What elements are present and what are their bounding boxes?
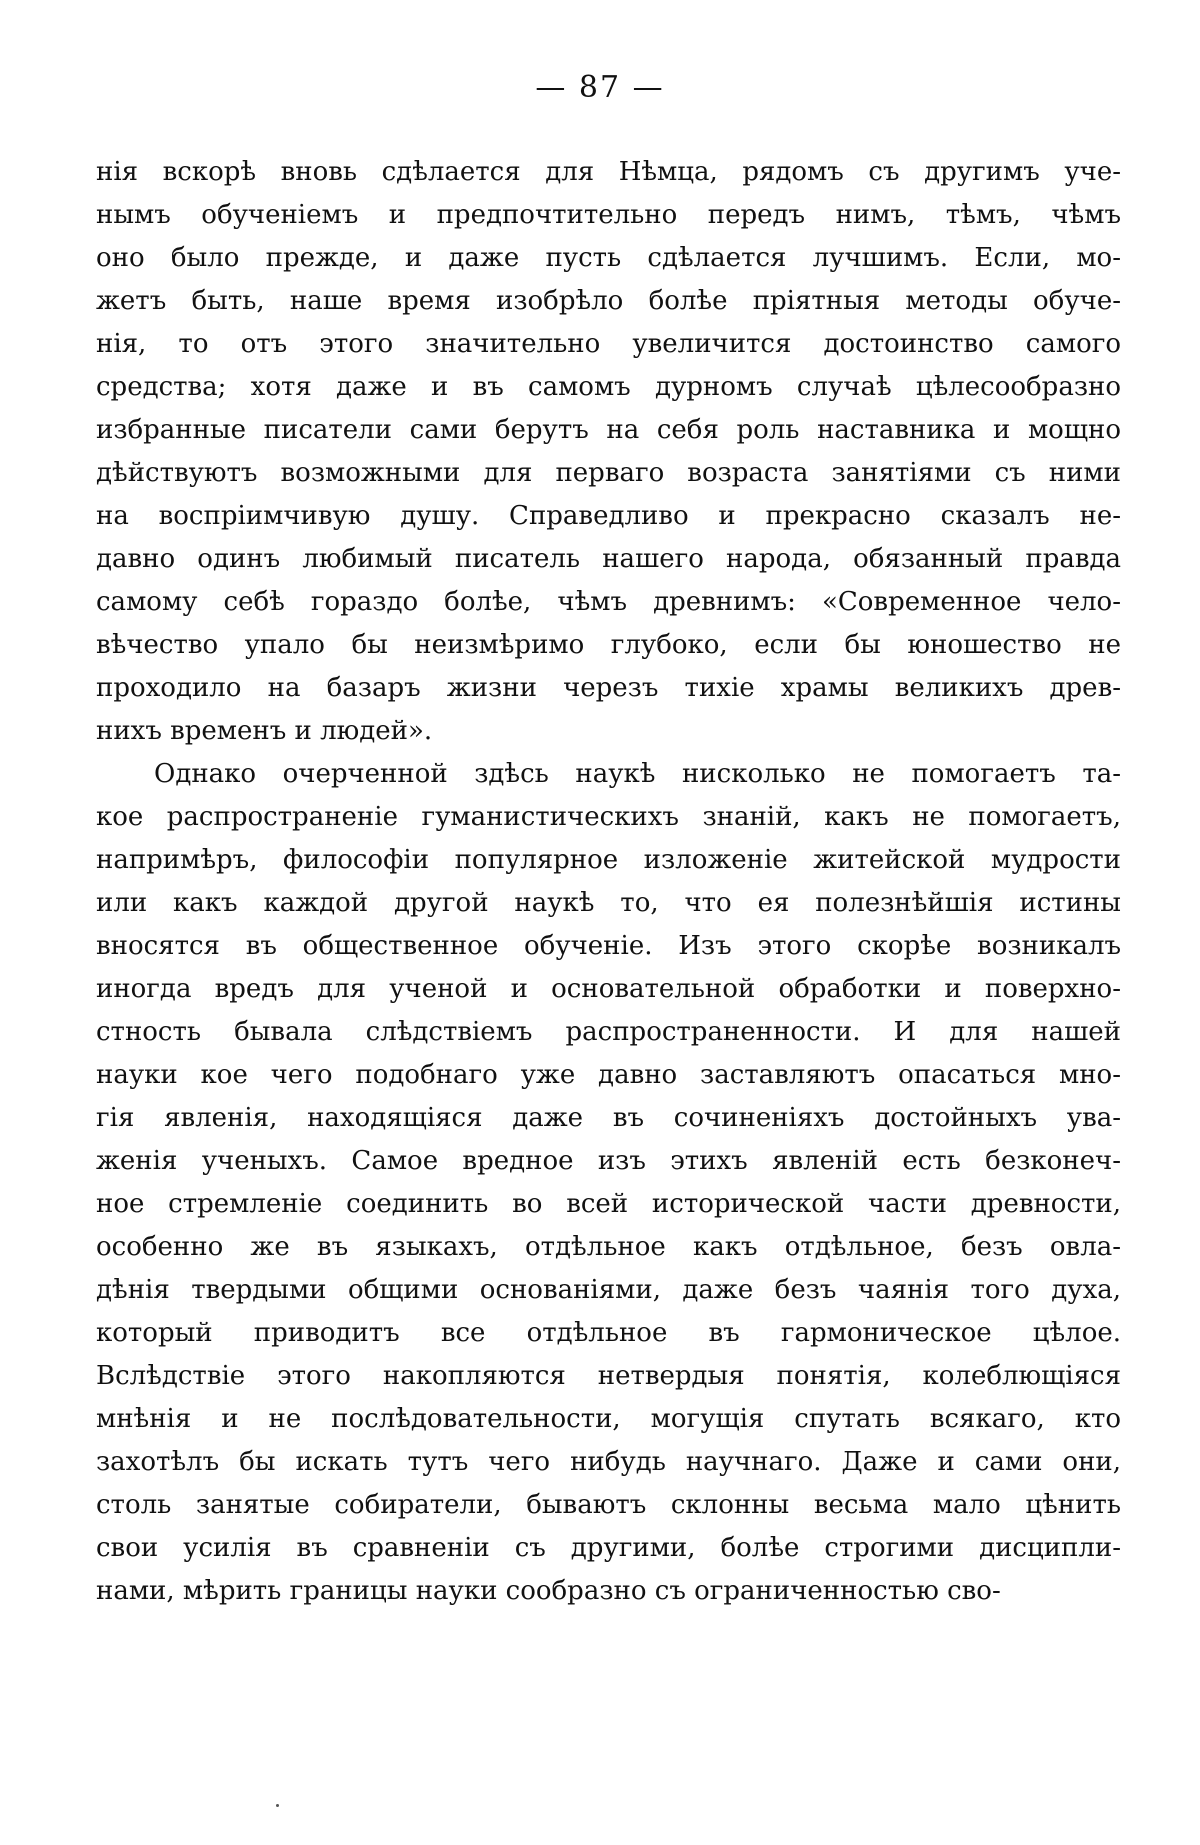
text-line: избранные писатели сами берутъ на себя роль наставника и мощно	[96, 415, 1121, 445]
text-line: нихъ временъ и людей».	[96, 716, 433, 746]
text-line: науки кое чего подобнаго уже давно заставляютъ опасаться мно-	[96, 1060, 1121, 1090]
text-line: или какъ каждой другой наукѣ то, что ея полезнѣйшія истины	[96, 888, 1121, 918]
page-number: — 87 —	[535, 70, 665, 105]
text-line: Однако очерченной здѣсь наукѣ нисколько не помогаетъ та-	[154, 759, 1121, 789]
text-line: проходило на базаръ жизни черезъ тихіе храмы великихъ древ-	[96, 673, 1121, 703]
text-line: нія, то отъ этого значительно увеличится достоинство самого	[96, 329, 1121, 359]
text-line: захотѣлъ бы искать тутъ чего нибудь научнаго. Даже и сами они,	[96, 1447, 1121, 1477]
text-line: давно одинъ любимый писатель нашего народа, обязанный правда	[96, 544, 1121, 574]
text-line: особенно же въ языкахъ, отдѣльное какъ отдѣльное, безъ овла-	[96, 1232, 1121, 1262]
text-line: Вслѣдствіе этого накопляются нетвердыя понятія, колеблющіяся	[96, 1361, 1121, 1391]
text-line: самому себѣ гораздо болѣе, чѣмъ древнимъ: «Современное чело-	[96, 587, 1121, 617]
text-line: свои усилія въ сравненіи съ другими, болѣе строгими дисципли-	[96, 1533, 1121, 1563]
text-line: жетъ быть, наше время изобрѣло болѣе пріятныя методы обуче-	[96, 286, 1121, 316]
text-line: гія явленія, находящіяся даже въ сочиненіяхъ достойныхъ ува-	[96, 1103, 1121, 1133]
body-text	[96, 151, 1121, 1613]
text-line: оно было прежде, и даже пусть сдѣлается лучшимъ. Если, мо-	[96, 243, 1121, 273]
text-line: стность бывала слѣдствіемъ распространенности. И для нашей	[96, 1017, 1121, 1047]
text-line: вносятся въ общественное обученіе. Изъ этого скорѣе возникалъ	[96, 931, 1121, 961]
text-line: иногда вредъ для ученой и основательной обработки и поверхно-	[96, 974, 1121, 1004]
text-line: вѣчество упало бы неизмѣримо глубоко, если бы юношество не	[96, 630, 1121, 660]
text-line: нія вскорѣ вновь сдѣлается для Нѣмца, рядомъ съ другимъ уче-	[96, 157, 1121, 187]
text-line: дѣнія твердыми общими основаніями, даже безъ чаянія того духа,	[96, 1275, 1121, 1305]
text-line: нымъ обученіемъ и предпочтительно передъ нимъ, тѣмъ, чѣмъ	[96, 200, 1121, 230]
text-line: кое распространеніе гуманистическихъ знаній, какъ не помогаетъ,	[96, 802, 1121, 832]
paragraph	[96, 753, 1121, 1613]
text-line: который приводитъ все отдѣльное въ гармоническое цѣлое.	[96, 1318, 1121, 1348]
print-speck	[276, 1804, 279, 1807]
text-line: мнѣнія и не послѣдовательности, могущія спутать всякаго, кто	[96, 1404, 1121, 1434]
text-line: напримѣръ, философіи популярное изложеніе житейской мудрости	[96, 845, 1121, 875]
text-line: на воспріимчивую душу. Справедливо и прекрасно сказалъ не-	[96, 501, 1121, 531]
text-line: средства; хотя даже и въ самомъ дурномъ случаѣ цѣлесообразно	[96, 372, 1121, 402]
text-line: столь занятые собиратели, бываютъ склонны весьма мало цѣнить	[96, 1490, 1121, 1520]
text-line: женія ученыхъ. Самое вредное изъ этихъ явленій есть безконеч-	[96, 1146, 1121, 1176]
text-line: дѣйствуютъ возможными для перваго возраста занятіями съ ними	[96, 458, 1121, 488]
text-line: ное стремленіе соединить во всей исторической части древности,	[96, 1189, 1121, 1219]
paragraph	[96, 151, 1121, 753]
text-line: нами, мѣрить границы науки сообразно съ ограниченностью сво-	[96, 1576, 1001, 1606]
